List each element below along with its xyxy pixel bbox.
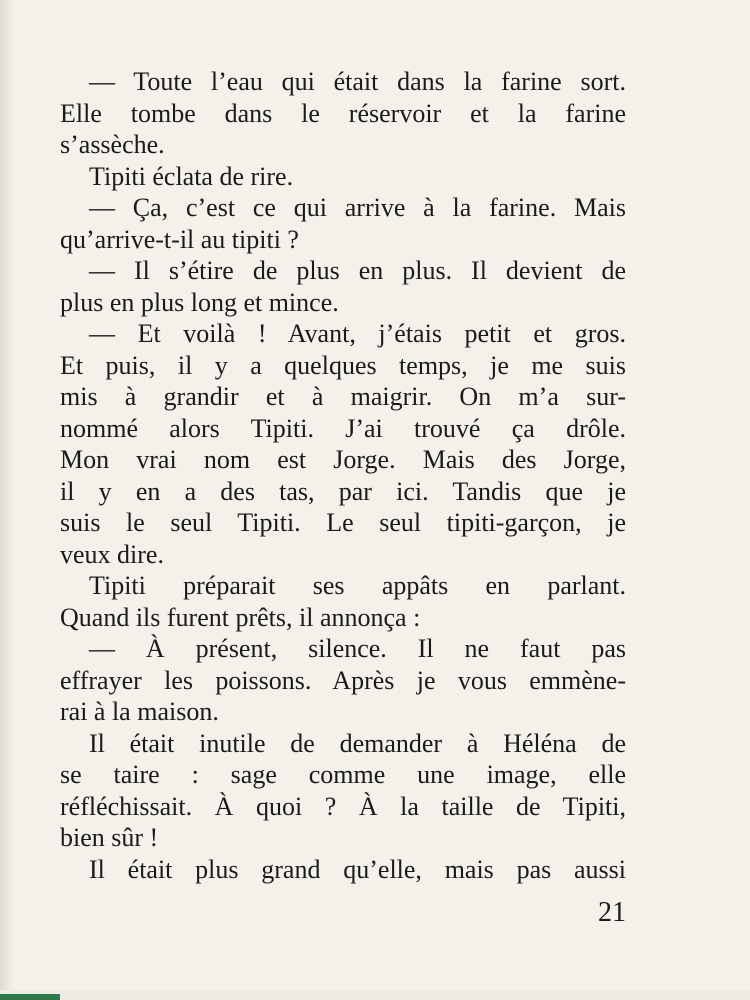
text-line: — À présent, silence. Il ne faut pas xyxy=(89,634,626,663)
text-line: réfléchissait. À quoi ? À la taille de Tipiti, xyxy=(60,791,626,821)
text-line: Tipiti éclata de rire. xyxy=(89,161,294,191)
text-line: nommé alors Tipiti. J’ai trouvé ça drôle. xyxy=(60,413,626,443)
text-line: effrayer les poissons. Après je vous emmène- xyxy=(60,665,626,695)
text-line: — Ça, c’est ce qui arrive à la farine. Mais xyxy=(89,193,626,222)
page-number: 21 xyxy=(598,897,626,928)
text-line: plus en plus long et mince. xyxy=(60,287,339,317)
text-line: Il était inutile de demander à Héléna de xyxy=(89,728,626,758)
text-line: — Toute l’eau qui était dans la farine sort. xyxy=(89,67,626,96)
text-line: — Et voilà ! Avant, j’étais petit et gros. xyxy=(89,319,626,348)
body-text xyxy=(60,66,626,885)
text-line: Quand ils furent prêts, il annonça : xyxy=(60,602,421,632)
text-line: Mon vrai nom est Jorge. Mais des Jorge, xyxy=(60,445,626,474)
text-line: bien sûr ! xyxy=(60,823,159,852)
text-line: — Il s’étire de plus en plus. Il devient de xyxy=(89,256,626,285)
text-line: Il était plus grand qu’elle, mais pas aussi xyxy=(89,854,626,884)
text-line: suis le seul Tipiti. Le seul tipiti-garçon, je xyxy=(60,508,626,537)
text-line: qu’arrive-t-il au tipiti ? xyxy=(60,224,299,254)
text-line: rai à la maison. xyxy=(60,697,219,726)
text-line: il y en a des tas, par ici. Tandis que je xyxy=(60,476,626,506)
text-line: Elle tombe dans le réservoir et la farine xyxy=(60,98,626,128)
text-line: Tipiti préparait ses appâts en parlant. xyxy=(89,571,626,600)
text-line: veux dire. xyxy=(60,539,164,569)
text-line: s’assèche. xyxy=(60,130,165,159)
page-left-shadow xyxy=(0,0,14,1000)
green-cover-edge xyxy=(0,994,60,1000)
page-bottom-edge xyxy=(0,990,750,1000)
text-line: Et puis, il y a quelques temps, je me suis xyxy=(60,350,626,380)
text-line: mis à grandir et à maigrir. On m’a sur- xyxy=(60,382,626,411)
text-line: se taire : sage comme une image, elle xyxy=(60,760,626,789)
